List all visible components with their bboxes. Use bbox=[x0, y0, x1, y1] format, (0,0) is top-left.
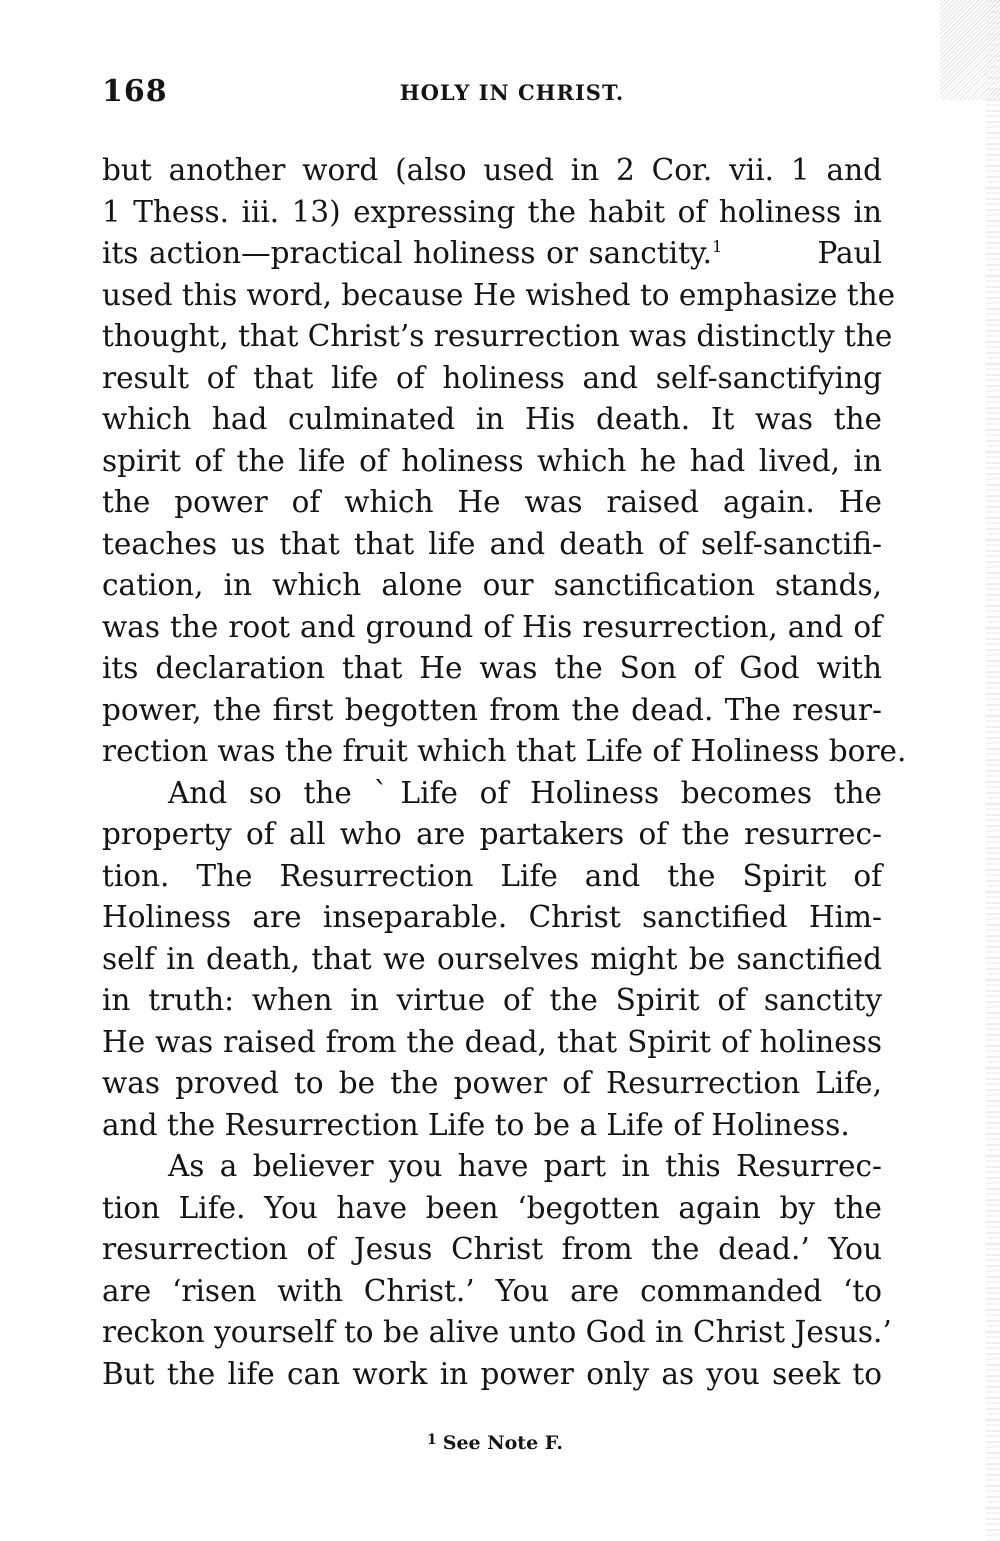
text-line: As a believer you have part in this Resurrec- bbox=[168, 1149, 882, 1183]
text-line: resurrection of Jesus Christ from the dead.’ You bbox=[102, 1232, 882, 1266]
text-line: spirit of the life of holiness which he had lived, in bbox=[102, 443, 882, 478]
text-line: result of that life of holiness and self-sanctifying bbox=[102, 360, 882, 395]
text-line: but another word (also used in 2 Cor. vii. 1 and bbox=[102, 153, 882, 187]
text-line: teaches us that that life and death of self-sanctifi- bbox=[102, 526, 882, 561]
page-edge-shading bbox=[986, 0, 1000, 1541]
text-line-with-footnote bbox=[102, 233, 882, 275]
text-line: And so the ˋLife of Holiness becomes the bbox=[168, 775, 882, 810]
running-head bbox=[102, 74, 882, 114]
footnote bbox=[0, 1432, 1000, 1454]
text-line: which had culminated in His death. It was the bbox=[102, 402, 882, 436]
text-line: the power of which He was raised again. He bbox=[102, 485, 882, 519]
text-line: But the life can work in power only as you seek to bbox=[102, 1356, 882, 1391]
page-corner-shading bbox=[940, 0, 1000, 100]
footnote-mark: 1 bbox=[427, 1432, 437, 1448]
body-text bbox=[102, 150, 907, 1395]
text-line: in truth: when in virtue of the Spirit of sanctity bbox=[102, 983, 882, 1017]
text-line: rection was the fruit which that Life of Holiness bore. bbox=[102, 734, 907, 768]
text-line: property of all who are partakers of the resurrec- bbox=[102, 817, 882, 851]
text-line-segment: its action—practical holiness or sanctity. bbox=[102, 236, 713, 270]
text-line: was the root and ground of His resurrection, and of bbox=[102, 609, 882, 644]
text-line: tion. The Resurrection Life and the Spirit of bbox=[102, 858, 882, 893]
text-line: its declaration that He was the Son of God with bbox=[102, 651, 882, 685]
text-line: self in death, that we ourselves might be sanctified bbox=[102, 941, 882, 976]
text-line: cation, in which alone our sanctification stands, bbox=[102, 568, 882, 602]
text-line: used this word, because He wished to emphasize the bbox=[102, 277, 896, 312]
text-line: and the Resurrection Life to be a Life of Holiness. bbox=[102, 1107, 850, 1142]
text-line: thought, that Christ’s resurrection was distinctly the bbox=[102, 319, 893, 353]
text-line: 1 Thess. iii. 13) expressing the habit of holiness in bbox=[102, 194, 882, 229]
text-line: was proved to be the power of Resurrection Life, bbox=[102, 1066, 882, 1100]
text-line: He was raised from the dead, that Spirit of holiness bbox=[102, 1024, 882, 1059]
text-line: tion Life. You have been ‘begotten again by the bbox=[102, 1190, 882, 1225]
page-number: 168 bbox=[102, 74, 168, 109]
running-title: HOLY IN CHRIST. bbox=[399, 80, 625, 105]
text-line: Holiness are inseparable. Christ sanctified Him- bbox=[102, 900, 882, 934]
text-line-segment: Paul bbox=[817, 236, 882, 270]
text-line: are ‘risen with Christ.’ You are commanded ‘to bbox=[102, 1273, 882, 1308]
text-line: power, the first begotten from the dead. The resur- bbox=[102, 692, 882, 727]
footnote-text: See Note F. bbox=[442, 1432, 563, 1454]
footnote-reference: 1 bbox=[712, 237, 723, 256]
text-line: reckon yourself to be alive unto God in Christ Jesus.’ bbox=[102, 1315, 892, 1349]
